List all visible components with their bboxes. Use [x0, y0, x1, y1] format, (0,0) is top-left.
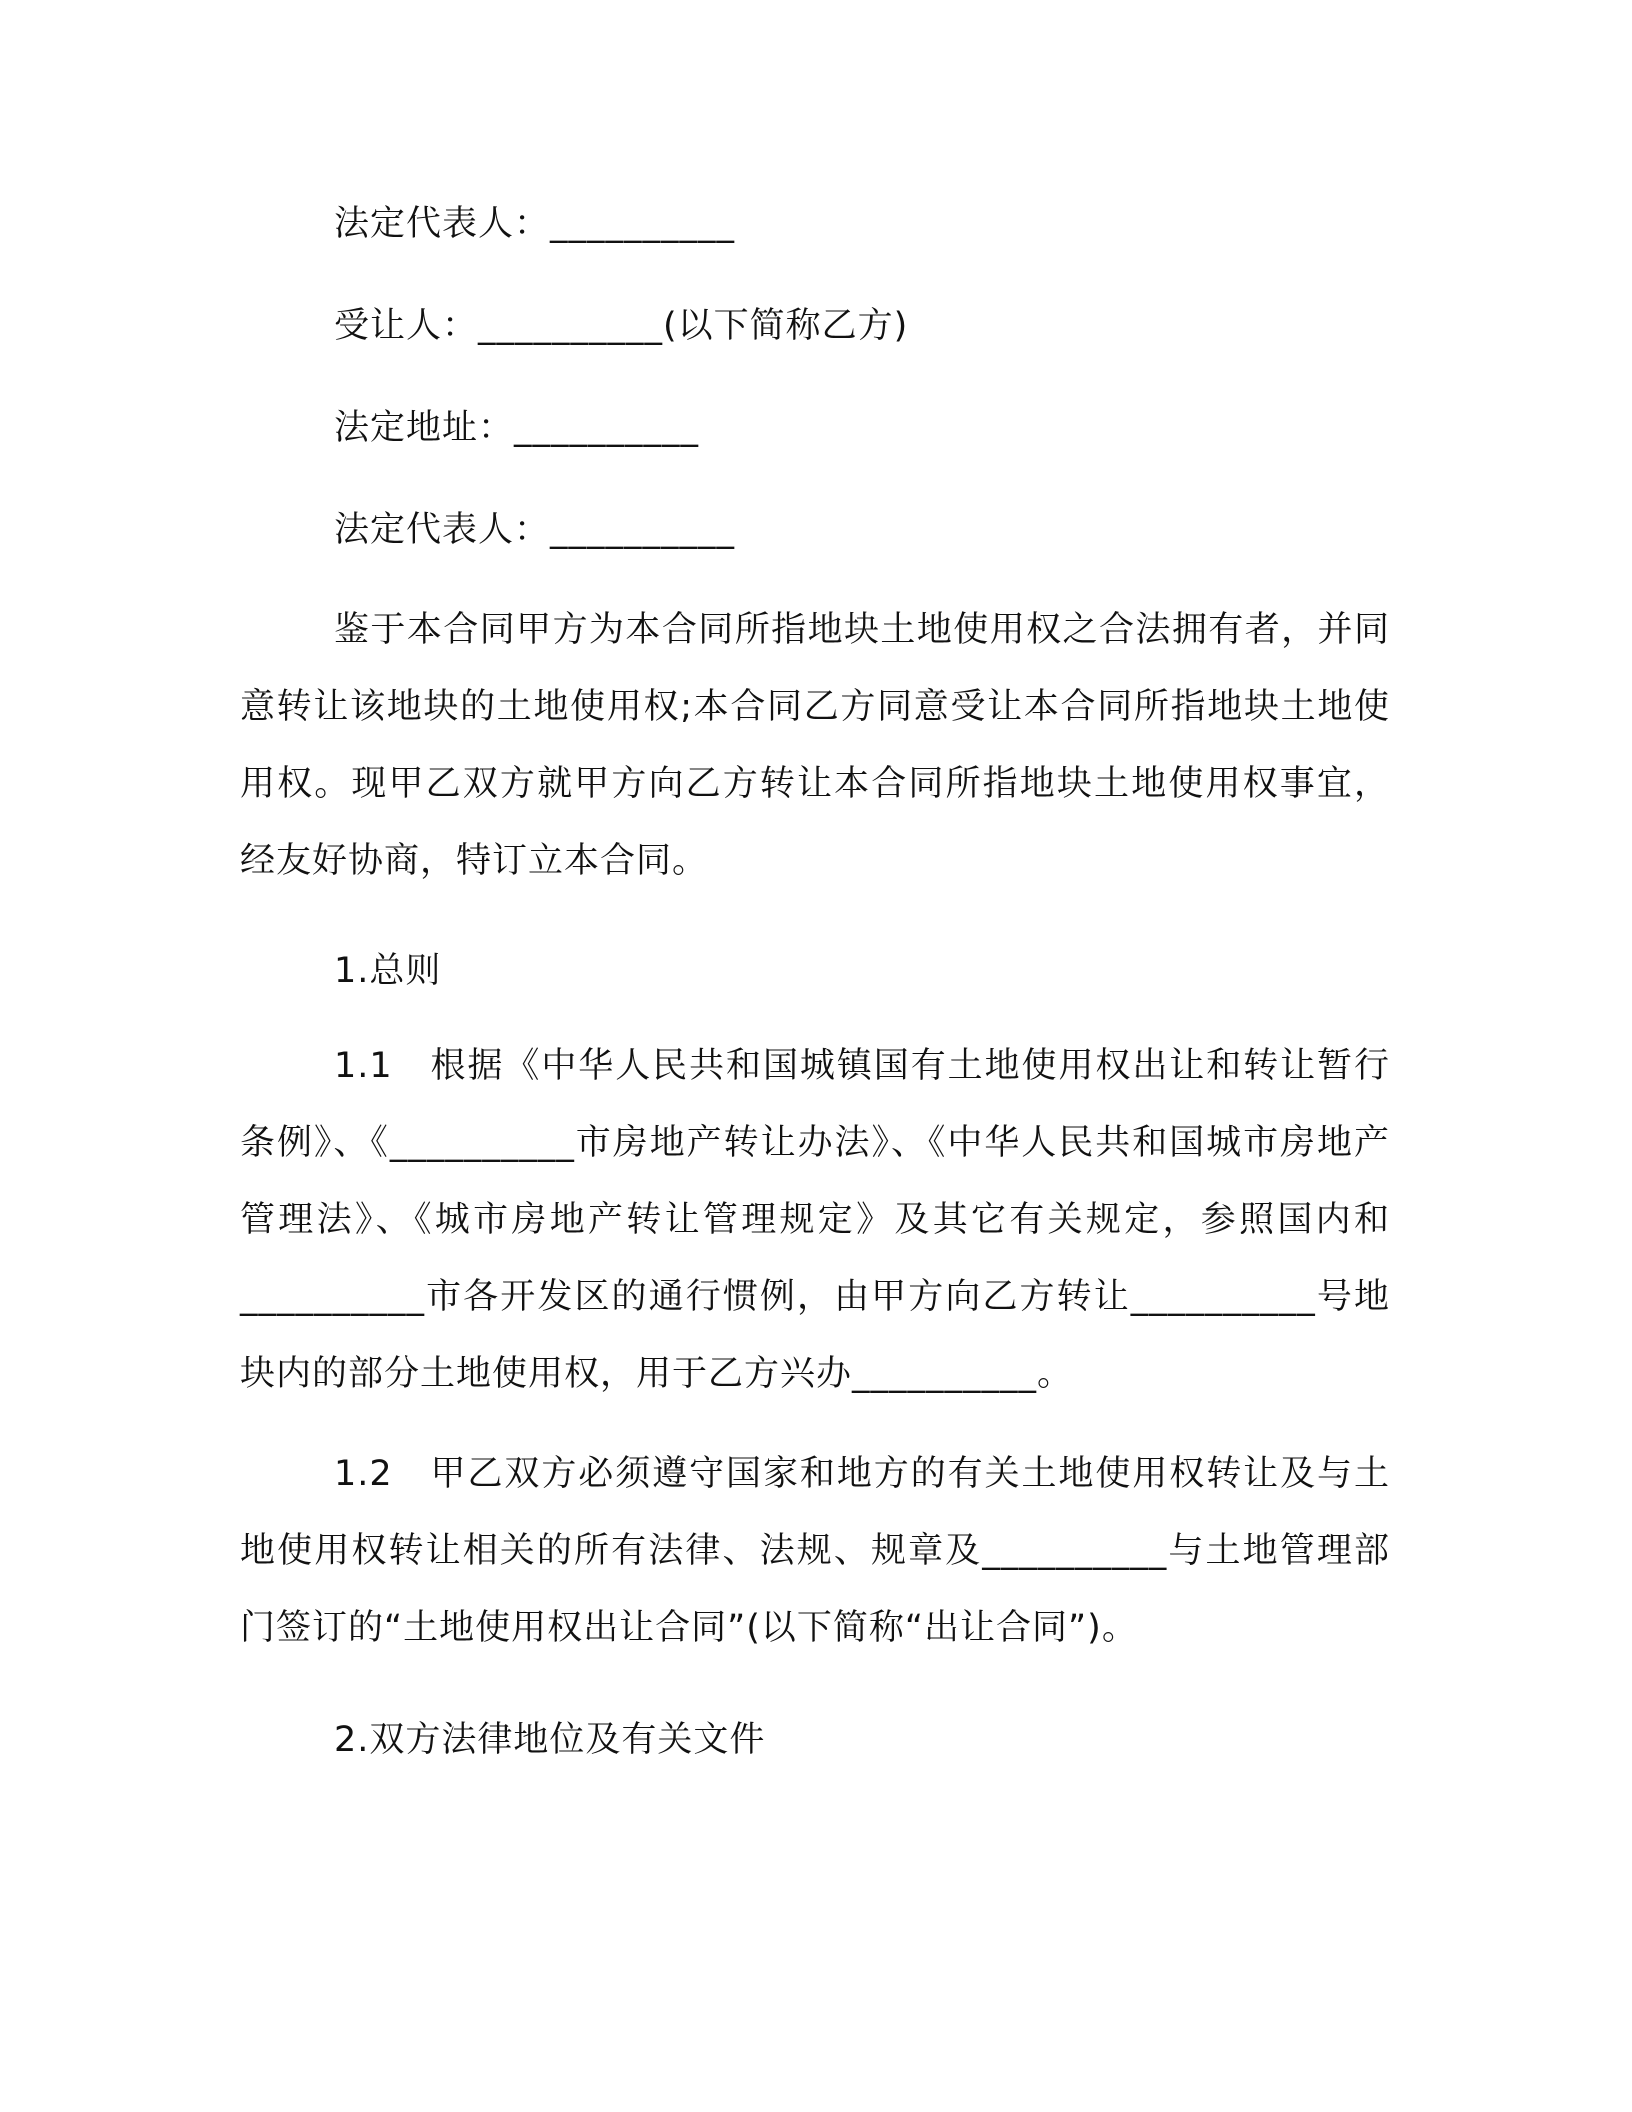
clause-1-2: 1.2 甲乙双方必须遵守国家和地方的有关土地使用权转让及与土地使用权转让相关的所有法律、法规、规章及__________与土地管理部门签订的“土地使用权出让合同”(以下简称“出让合同”)。 — [240, 1454, 1390, 1648]
legal-address-line: 法定地址：__________ — [334, 408, 700, 448]
transferee-line: 受让人：__________(以下简称乙方) — [334, 306, 909, 346]
section-2-title: 2.双方法律地位及有关文件 — [334, 1720, 766, 1760]
legal-representative-line-party-b: 法定代表人：__________ — [334, 510, 736, 550]
clause-1-1: 1.1 根据《中华人民共和国城镇国有土地使用权出让和转让暂行条例》、《__________市房地产转让办法》、《中华人民共和国城市房地产管理法》、《城市房地产转让管理规定》及其它有关规定，参照国内和__________市各开发区的通行惯例，由甲方向乙方转让__________号地块内的部分土地使用权，用于乙方兴办__________。 — [240, 1046, 1390, 1394]
section-1-title: 1.总则 — [334, 951, 442, 991]
legal-representative-line-party-a: 法定代表人：__________ — [334, 204, 736, 244]
preamble-paragraph: 鉴于本合同甲方为本合同所指地块土地使用权之合法拥有者，并同意转让该地块的土地使用权;本合同乙方同意受让本合同所指地块土地使用权。现甲乙双方就甲方向乙方转让本合同所指地块土地使用权事宜，经友好协商，特订立本合同。 — [240, 610, 1390, 881]
